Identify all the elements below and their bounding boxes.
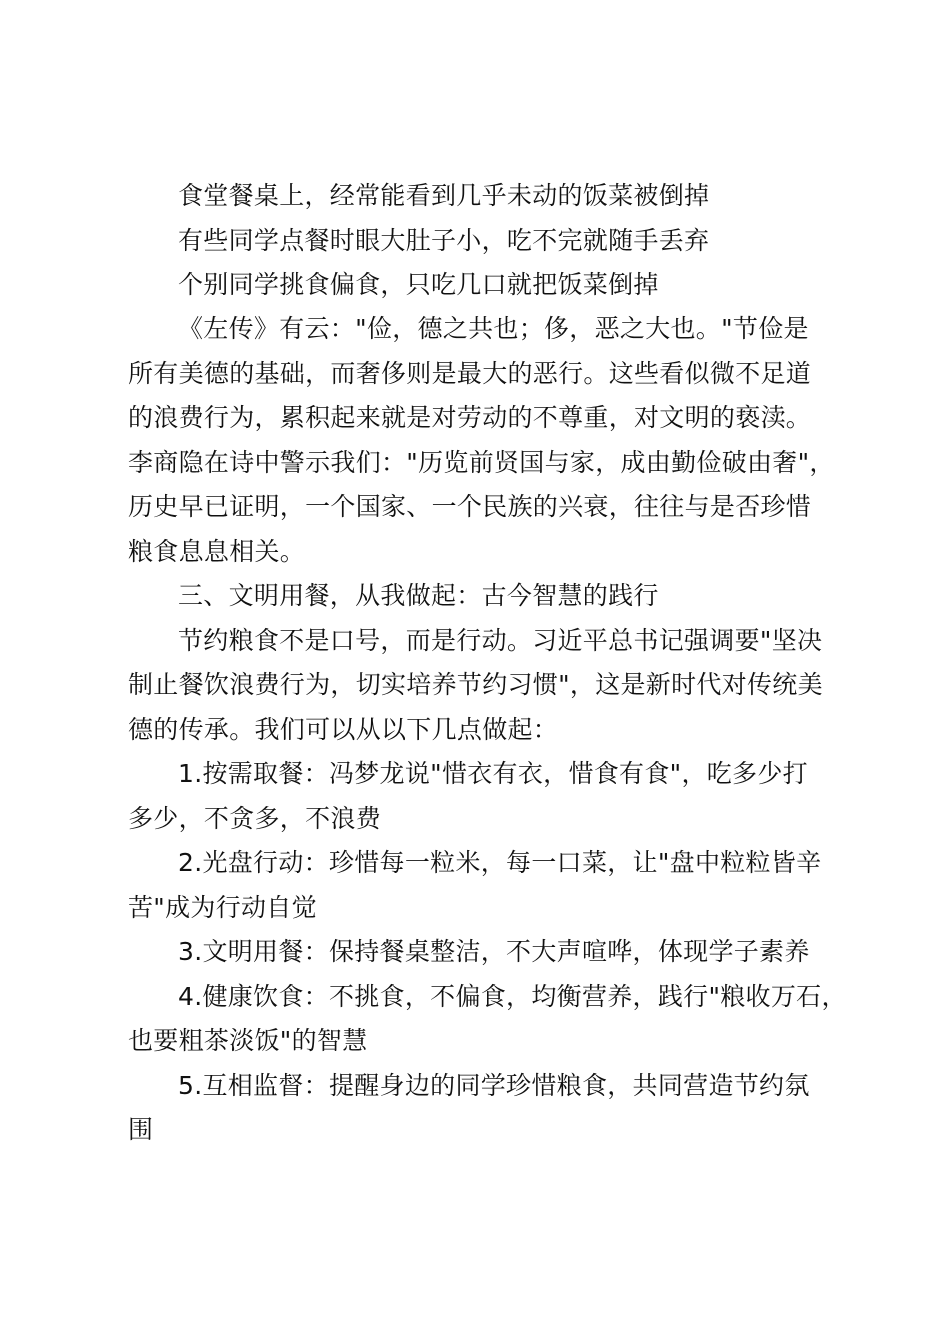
list-item-line: 多少，不贪多，不浪费	[128, 804, 382, 833]
paragraph-line: 《左传》有云："俭，德之共也；侈，恶之大也。"节俭是	[178, 314, 809, 343]
section-heading: 三、文明用餐，从我做起：古今智慧的践行	[178, 581, 659, 610]
paragraph-line: 历史早已证明，一个国家、一个民族的兴衰，往往与是否珍惜	[128, 492, 812, 521]
list-item-line: 1.按需取餐：冯梦龙说"惜衣有衣，惜食有食"，吃多少打	[178, 759, 808, 788]
paragraph-line: 个别同学挑食偏食，只吃几口就把饭菜倒掉	[178, 270, 659, 299]
paragraph-line: 有些同学点餐时眼大肚子小，吃不完就随手丢弃	[178, 226, 710, 255]
list-item-line: 4.健康饮食：不挑食，不偏食，均衡营养，践行"粮收万石，	[178, 982, 847, 1011]
list-item-line: 也要粗茶淡饭"的智慧	[128, 1026, 368, 1055]
paragraph-line: 节约粮食不是口号，而是行动。习近平总书记强调要"坚决	[178, 626, 823, 655]
paragraph-line: 制止餐饮浪费行为，切实培养节约习惯"，这是新时代对传统美	[128, 670, 823, 699]
paragraph-line: 食堂餐桌上，经常能看到几乎未动的饭菜被倒掉	[178, 181, 710, 210]
list-item-line: 围	[128, 1115, 154, 1144]
list-item-line: 2.光盘行动：珍惜每一粒米，每一口菜，让"盘中粒粒皆辛	[178, 848, 822, 877]
list-item-line: 苦"成为行动自觉	[128, 893, 317, 922]
paragraph-line: 所有美德的基础，而奢侈则是最大的恶行。这些看似微不足道	[128, 359, 812, 388]
paragraph-line: 的浪费行为，累积起来就是对劳动的不尊重，对文明的亵渎。	[128, 403, 812, 432]
list-item-line: 3.文明用餐：保持餐桌整洁，不大声喧哗，体现学子素养	[178, 937, 810, 966]
paragraph-line: 德的传承。我们可以从以下几点做起：	[128, 715, 559, 744]
paragraph-line: 粮食息息相关。	[128, 537, 306, 566]
list-item-line: 5.互相监督：提醒身边的同学珍惜粮食，共同营造节约氛	[178, 1071, 810, 1100]
paragraph-line: 李商隐在诗中警示我们："历览前贤国与家，成由勤俭破由奢"，	[128, 448, 835, 477]
